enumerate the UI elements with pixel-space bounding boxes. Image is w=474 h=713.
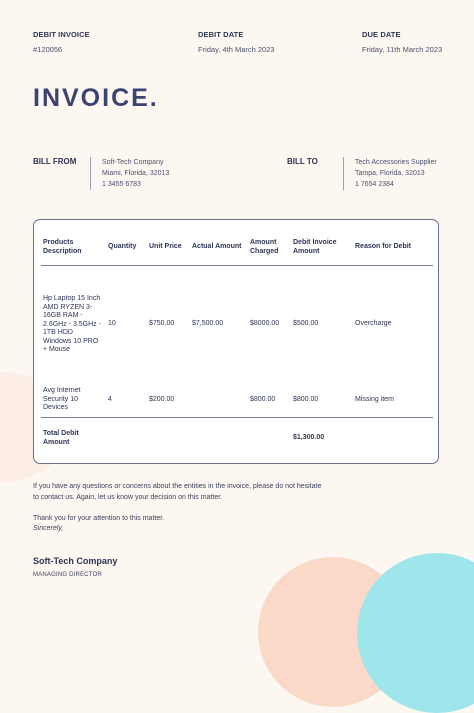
thanks-note: Thank you for your attention to this matter. [33, 515, 165, 522]
row2-amount-charged: $800.00 [250, 396, 276, 403]
invoice-label: DEBIT INVOICE [33, 30, 90, 39]
header-quantity: Quantity [108, 243, 137, 250]
total-label: Total Debit Amount [43, 430, 79, 446]
bill-to-address: Tampa, Florida, 32013 [355, 170, 425, 177]
bill-from-details [90, 157, 169, 190]
due-date-label: DUE DATE [362, 30, 401, 39]
row1-debit-amount: $500.00 [293, 320, 319, 327]
bill-to-label: BILL TO [287, 157, 318, 166]
due-date-value: Friday, 11th March 2023 [362, 45, 443, 54]
header-reason: Reason for Debit [355, 243, 412, 250]
signature-company: Soft-Tech Company [33, 556, 118, 566]
bill-to-details [343, 157, 437, 190]
header-product: Products Description [43, 239, 82, 255]
total-value: $1,300.00 [293, 434, 325, 441]
row1-unit-price: $750.00 [149, 320, 175, 327]
total-divider [41, 417, 433, 418]
row2-debit-amount: $800.00 [293, 396, 319, 403]
sincerely-note: Sincerely, [33, 525, 64, 532]
header-debit-amount: Debit Invoice Amount [293, 239, 337, 255]
header-amount-charged: Amount Charged [250, 239, 279, 255]
header-unit-price: Unit Price [149, 243, 182, 250]
due-date-block [362, 30, 442, 54]
debit-date-value: Friday, 4th March 2023 [198, 45, 275, 54]
row1-amount-charged: $8000.00 [250, 320, 280, 327]
invoice-number: #120056 [33, 45, 63, 54]
row2-unit-price: $200.00 [149, 396, 175, 403]
page-title: INVOICE. [33, 84, 159, 112]
bill-to-phone: 1 7654 2384 [355, 181, 394, 188]
questions-note: If you have any questions or concerns about the entities in the invoice, please do not hesitate to contact us. Again, let us know your decision on this matter. [33, 483, 322, 501]
row1-actual-amount: $7,500.00 [192, 320, 224, 327]
row2-reason: Missing item [355, 396, 394, 403]
debit-date-label: DEBIT DATE [198, 30, 244, 39]
invoice-table [33, 219, 439, 464]
bill-from-address: Miami, Florida, 32013 [102, 170, 170, 177]
invoice-number-block [33, 30, 90, 54]
header-divider [41, 265, 433, 266]
debit-date-block [198, 30, 275, 54]
row2-quantity: 4 [108, 396, 112, 403]
bill-to-name: Tech Accessories Supplier [355, 159, 437, 166]
row1-reason: Overcharge [355, 320, 392, 327]
bill-from-name: Soft-Tech Company [102, 159, 164, 166]
row1-quantity: 10 [108, 320, 116, 327]
header-actual-amount: Actual Amount [192, 243, 242, 250]
row2-product: Avg Internet Security 10 Devices [43, 387, 81, 411]
bill-from-label: BILL FROM [33, 157, 77, 166]
row1-product: Hp Laptop 15 Inch AMD RYZEN 3- 16GB RAM - 2.6GHz - 3.5GHz - 1TB HDD Windows 10 PRO + Mouse [43, 295, 101, 353]
signature-role: MANAGING DIRECTOR [33, 572, 102, 578]
bill-from-phone: 1 3455 6783 [102, 181, 141, 188]
